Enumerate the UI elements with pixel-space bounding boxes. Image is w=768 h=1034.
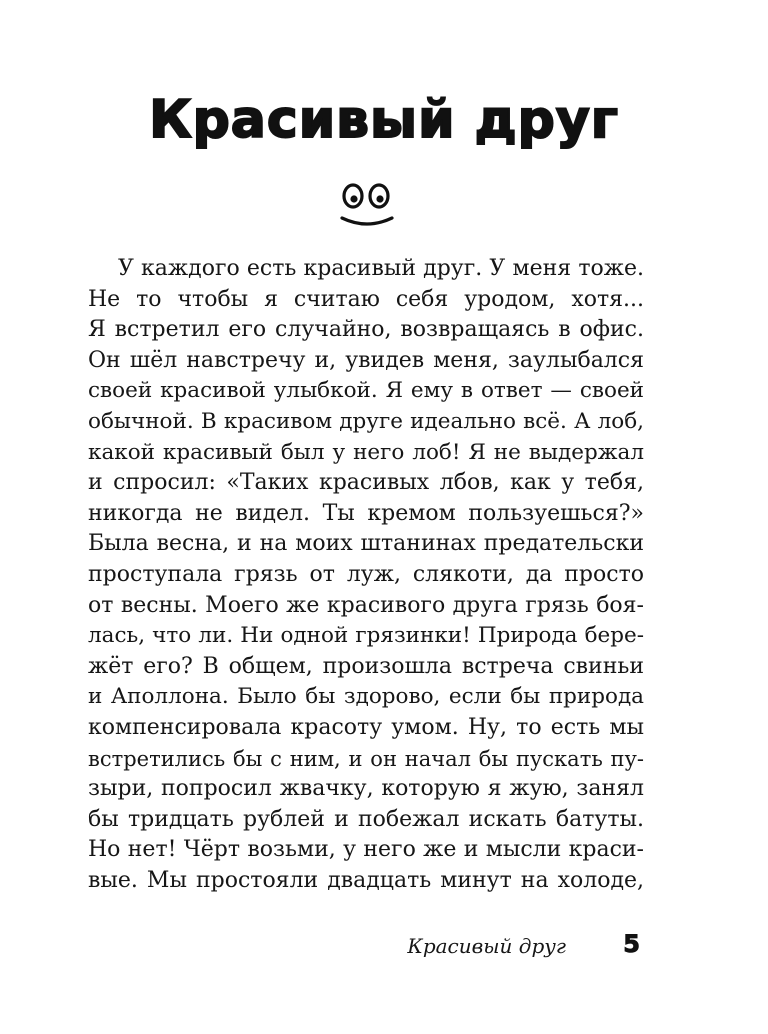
text-line: Но нет! Чёрт возьми, у него же и мысли краси- <box>88 837 644 863</box>
text-line: лась, что ли. Ни одной грязинки! Природа бере- <box>88 623 644 649</box>
text-line: вые. Мы простояли двадцать минут на холоде, <box>88 867 644 893</box>
body-paragraph <box>88 254 644 896</box>
chapter-title: Красивый друг <box>149 90 619 150</box>
text-line: проступала грязь от луж, слякоти, да просто <box>88 561 644 587</box>
page-number: 5 <box>623 930 640 958</box>
running-title: Красивый друг <box>407 934 566 958</box>
text-line: компенсировала красоту умом. Ну, то есть мы <box>88 714 644 740</box>
text-line: У каждого есть красивый друг. У меня тоже. <box>118 256 644 281</box>
text-line: Он шёл навстречу и, увидев меня, заулыбался <box>88 347 644 373</box>
text-line: от весны. Моего же красивого друга грязь боя- <box>88 592 644 618</box>
text-line: обычной. В красивом друге идеально всё. А лоб, <box>88 408 644 434</box>
text-line: зыри, попросил жвачку, которую я жую, занял <box>88 776 644 802</box>
text-line: какой красивый был у него лоб! Я не выдержал <box>88 439 644 465</box>
text-line: бы тридцать рублей и побежал искать батуты. <box>88 806 644 832</box>
text-line: своей красивой улыбкой. Я ему в ответ — своей <box>88 378 644 404</box>
text-line: встретились бы с ним, и он начал бы пускать пу- <box>88 746 644 771</box>
text-line: жёт его? В общем, произошла встреча свиньи <box>88 653 644 679</box>
text-line: никогда не видел. Ты кремом пользуешься?» <box>88 500 644 526</box>
text-line: Была весна, и на моих штанинах предательски <box>88 531 644 557</box>
smiley-face-icon <box>338 178 396 228</box>
text-line: и спросил: «Таких красивых лбов, как у тебя, <box>88 470 644 496</box>
text-line: Я встретил его случайно, возвращаясь в офис. <box>88 317 644 343</box>
text-line: и Аполлона. Было бы здорово, если бы природа <box>88 684 644 710</box>
text-line: Не то чтобы я считаю себя уродом, хотя... <box>88 286 644 312</box>
